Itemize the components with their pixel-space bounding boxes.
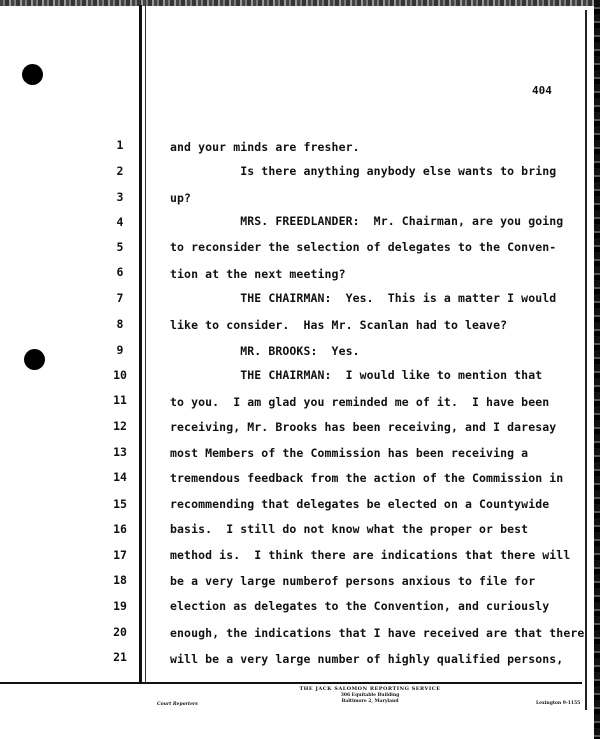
line-number: 11 (113, 393, 127, 407)
transcript-line: most Members of the Commission has been receiving a (170, 446, 529, 460)
transcript-line: will be a very large number of highly qualified persons, (170, 652, 564, 666)
transcript-line: up? (170, 191, 192, 205)
line-number: 7 (116, 291, 124, 305)
footer-rule (0, 682, 582, 684)
transcript-line: to you. I am glad you reminded me of it. I have been (170, 395, 550, 409)
scan-top-border (0, 0, 600, 6)
line-number: 14 (113, 470, 127, 484)
punch-hole (22, 64, 43, 85)
reporting-service-name: THE JACK SALOMON REPORTING SERVICE (299, 686, 441, 692)
line-number: 5 (116, 240, 124, 254)
scan-right-edge (594, 0, 600, 739)
line-number: 1 (116, 138, 124, 152)
transcript-line: like to consider. Has Mr. Scanlan had to leave? (170, 318, 508, 332)
line-number: 21 (113, 650, 127, 664)
line-number: 17 (113, 548, 127, 562)
line-number: 13 (113, 445, 127, 459)
transcript-line: THE CHAIRMAN: I would like to mention that (170, 368, 543, 382)
line-number: 2 (116, 164, 124, 178)
line-number: 9 (116, 343, 124, 357)
court-reporters-label: Court Reporters (157, 702, 198, 707)
transcript-line: tremendous feedback from the action of the Commission in (170, 471, 564, 485)
transcript-line: recommending that delegates be elected on a Countywide (170, 497, 550, 511)
transcript-line: enough, the indications that I have received are that there (170, 626, 585, 640)
phone-number: Lexington 9-1155 (536, 701, 581, 706)
transcript-line: to reconsider the selection of delegates to the Conven- (170, 240, 557, 254)
transcript-line: Is there anything anybody else wants to bring (170, 164, 557, 178)
transcript-line: basis. I still do not know what the proper or best (170, 522, 529, 536)
transcript-line: MR. BROOKS: Yes. (170, 344, 360, 358)
line-number: 10 (113, 368, 127, 382)
reporting-service-address: 306 Equitable Building (340, 693, 400, 698)
transcript-line: and your minds are fresher. (170, 140, 360, 154)
right-margin-rule (585, 10, 587, 710)
transcript-line: be a very large numberof persons anxious to file for (170, 574, 536, 588)
transcript-line: tion at the next meeting? (170, 267, 346, 281)
line-number: 6 (116, 265, 124, 279)
line-number: 19 (113, 599, 127, 613)
transcript-line: receiving, Mr. Brooks has been receiving, and I daresay (170, 420, 557, 434)
reporting-service-city: Baltimore 2, Maryland (341, 699, 399, 704)
page-number: 404 (532, 84, 552, 97)
transcript-line: THE CHAIRMAN: Yes. This is a matter I would (170, 291, 557, 305)
punch-hole (24, 349, 45, 370)
line-number: 8 (116, 317, 124, 331)
line-number: 3 (116, 190, 124, 204)
transcript-line: method is. I think there are indications that there will (170, 548, 571, 562)
line-number: 12 (113, 419, 127, 433)
left-margin-rule-inner (145, 5, 146, 683)
line-number: 4 (116, 215, 124, 229)
transcript-line: MRS. FREEDLANDER: Mr. Chairman, are you going (170, 214, 564, 228)
transcript-line: election as delegates to the Convention, and curiously (170, 599, 550, 613)
line-number: 20 (113, 625, 127, 639)
line-number: 16 (113, 522, 127, 536)
line-number: 18 (113, 573, 127, 587)
line-number: 15 (113, 497, 127, 511)
